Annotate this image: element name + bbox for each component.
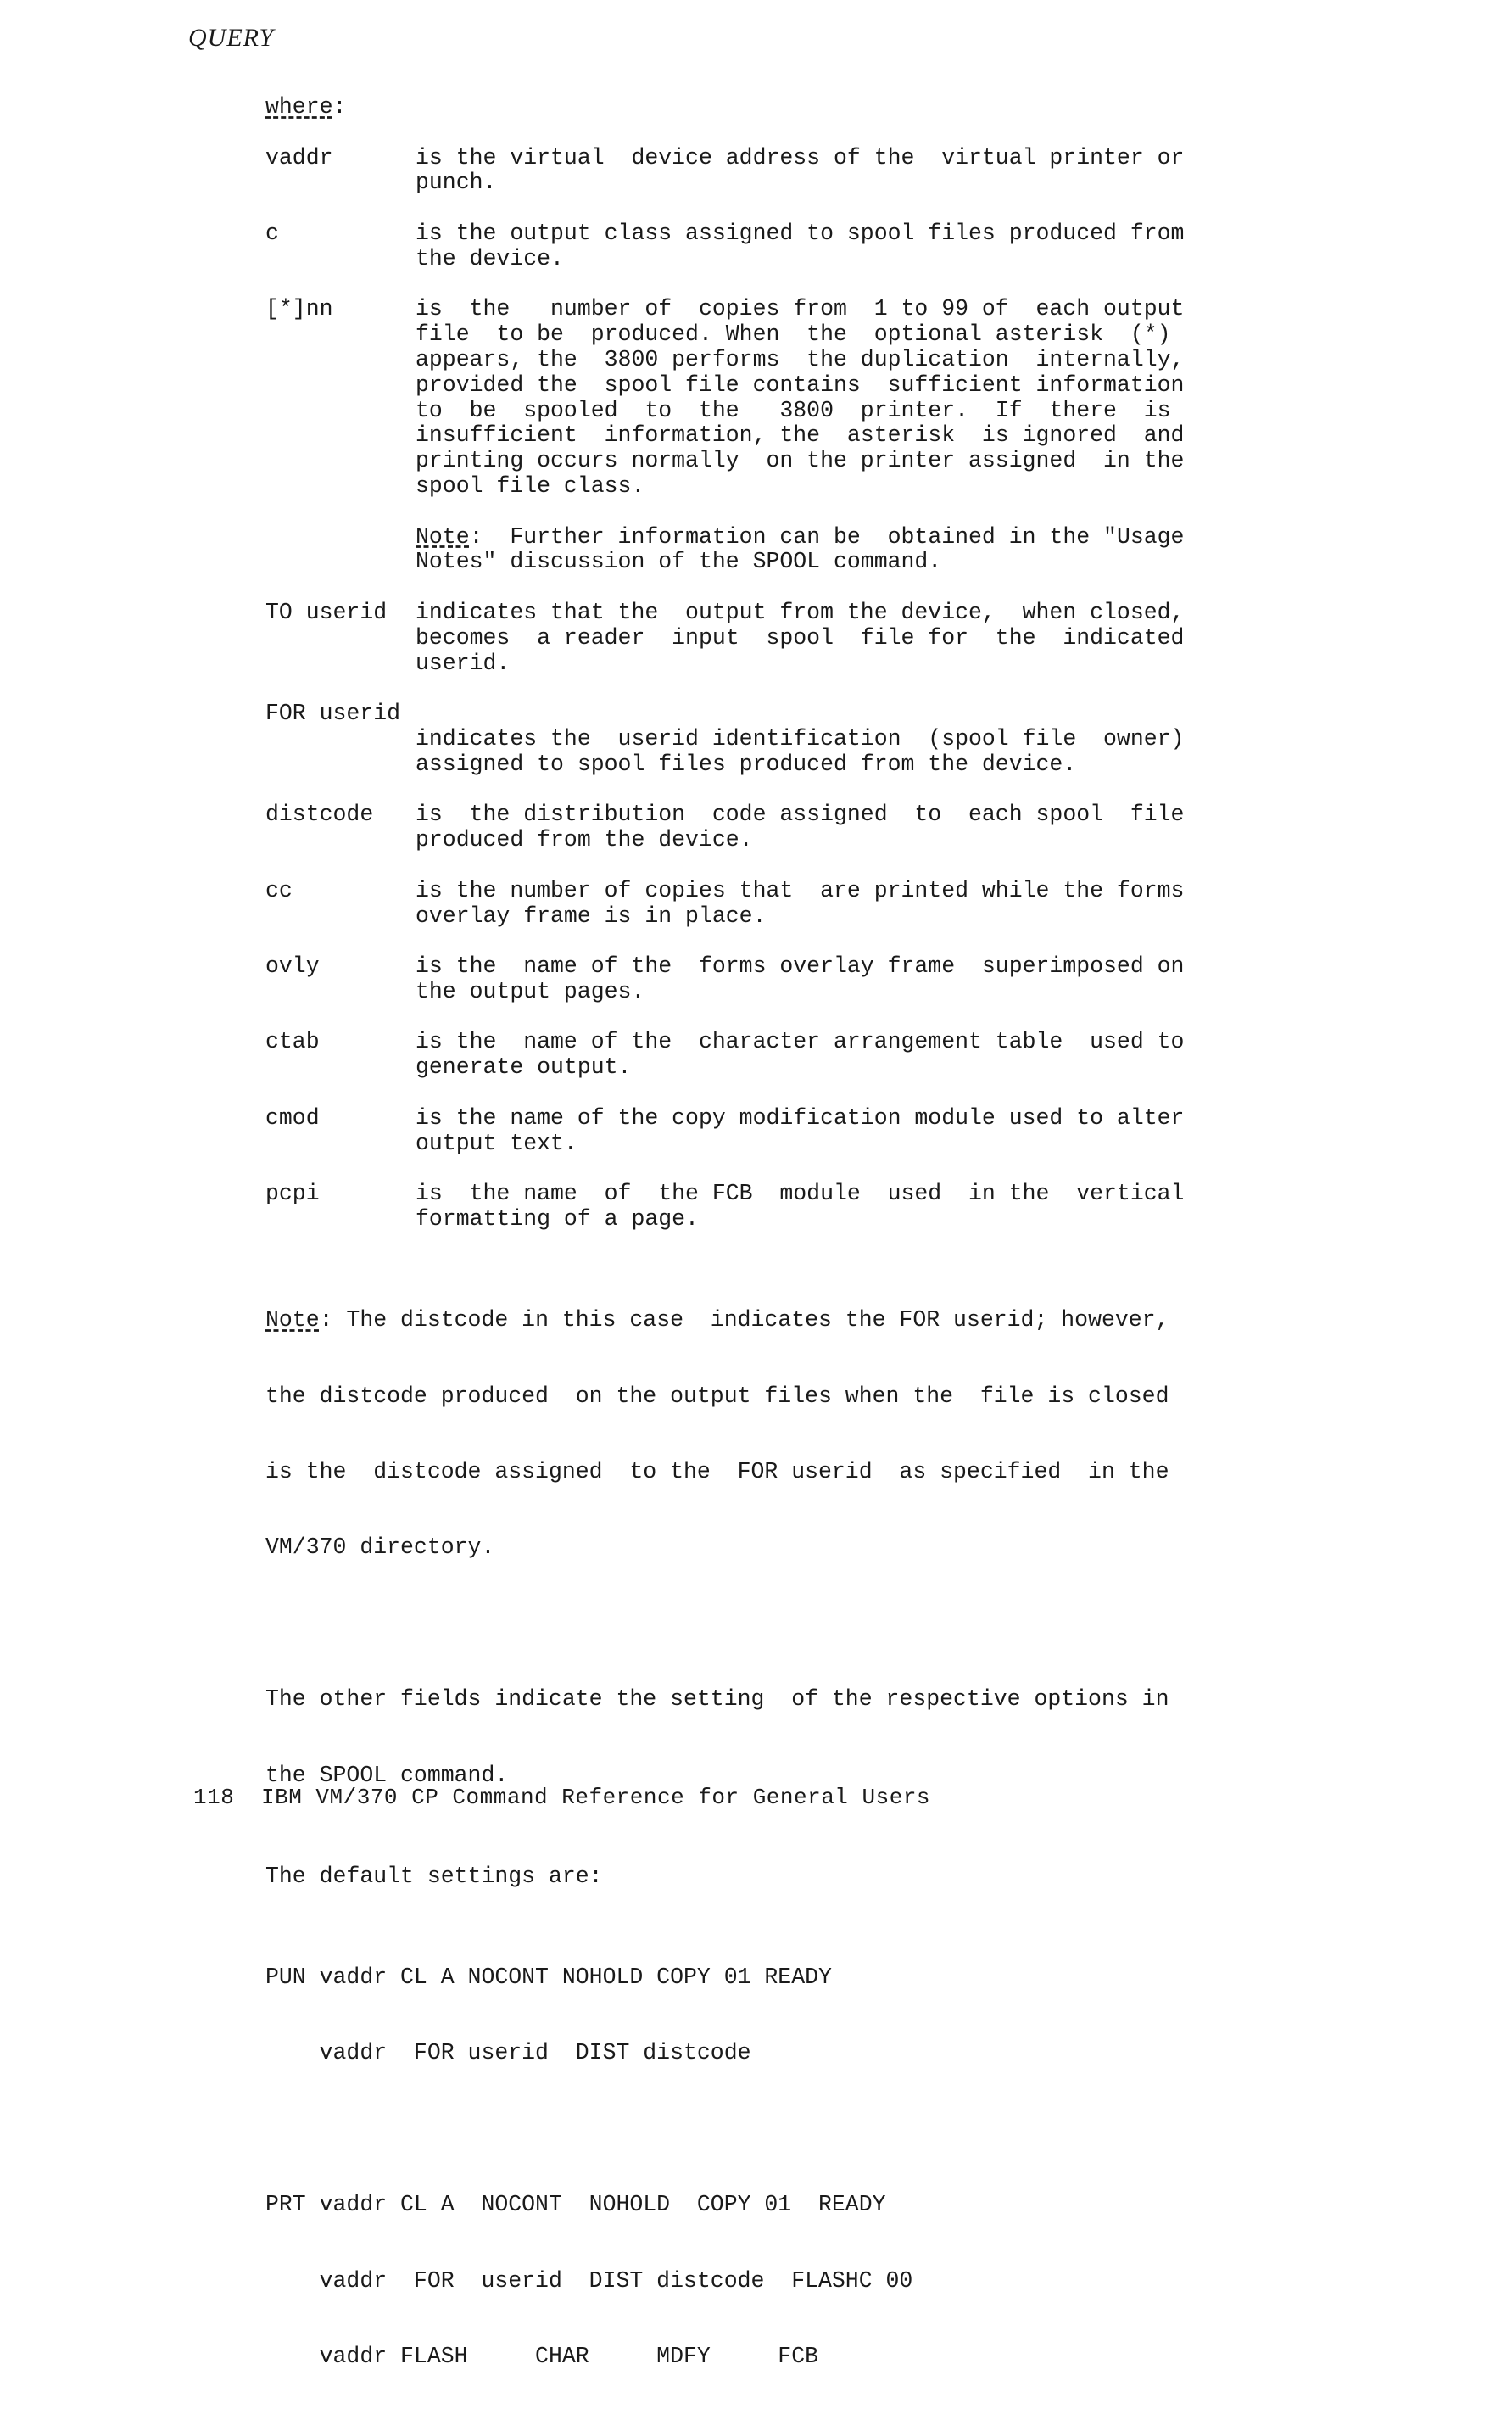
definition-description bbox=[416, 1182, 1275, 1232]
definition-line: is the name of the forms overlay frame superimposed on bbox=[416, 953, 1185, 980]
definition-line: output text. bbox=[416, 1130, 577, 1156]
note-distcode-line-1 bbox=[265, 1308, 1275, 1333]
definition-line: printing occurs normally on the printer assigned in the bbox=[416, 448, 1185, 474]
definition-line: is the name of the copy modification module used to alter bbox=[416, 1104, 1185, 1131]
definition-term: FOR userid bbox=[265, 701, 401, 727]
pun-defaults-block bbox=[265, 1914, 1275, 2116]
definition-term: ctab bbox=[265, 1029, 320, 1055]
paragraph-other-fields-line-1: The other fields indicate the setting of the respective options in bbox=[265, 1686, 1169, 1713]
definition-line: is the virtual device address of the virtual printer or bbox=[416, 144, 1185, 170]
where-label-text: where bbox=[265, 94, 333, 120]
page-number: 118 bbox=[193, 1785, 235, 1810]
definition-description bbox=[416, 601, 1275, 676]
note-copies-text: : Further information can be obtained in the "Usage bbox=[469, 523, 1185, 550]
definition-item bbox=[265, 221, 1275, 272]
definition-line: is the name of the FCB module used in the vertical bbox=[416, 1181, 1185, 1207]
definition-description bbox=[416, 1030, 1275, 1081]
running-header: QUERY bbox=[188, 24, 275, 52]
note-distcode bbox=[265, 1258, 1275, 1612]
definition-item bbox=[265, 1106, 1275, 1157]
definition-line: to be spooled to the 3800 printer. If there is bbox=[416, 397, 1171, 423]
note-distcode-label: Note bbox=[265, 1307, 320, 1333]
definition-line: produced from the device. bbox=[416, 827, 753, 853]
definition-term: cc bbox=[265, 877, 293, 903]
prt-defaults-line-3: vaddr FLASH CHAR MDFY FCB bbox=[265, 2343, 819, 2369]
definition-item bbox=[265, 1030, 1275, 1081]
definition-line: indicates the userid identification (spool file owner) bbox=[416, 725, 1185, 752]
definition-term: vaddr bbox=[265, 144, 333, 170]
page-body bbox=[265, 95, 1275, 2420]
pun-defaults-line-2: vaddr FOR userid DIST distcode bbox=[265, 2040, 751, 2066]
note-copies-line-2: Notes" discussion of the SPOOL command. bbox=[416, 549, 942, 575]
definition-item bbox=[265, 146, 1275, 197]
definition-description bbox=[416, 221, 1275, 272]
paragraph-other-fields-line-2: the SPOOL command. bbox=[265, 1762, 509, 1788]
note-distcode-line-2: the distcode produced on the output files when the file is closed bbox=[265, 1383, 1169, 1409]
definition-line: is the name of the character arrangement table used to bbox=[416, 1029, 1185, 1055]
definition-line: generate output. bbox=[416, 1054, 632, 1081]
definition-line: userid. bbox=[416, 650, 511, 676]
definition-item bbox=[265, 802, 1275, 853]
definition-item bbox=[265, 601, 1275, 676]
definition-description bbox=[416, 701, 1275, 777]
footer-title: IBM VM/370 CP Command Reference for General Users bbox=[261, 1785, 931, 1810]
definition-description bbox=[416, 1106, 1275, 1157]
note-copies-label: Note bbox=[416, 523, 470, 550]
definition-line: is the number of copies from 1 to 99 of each output bbox=[416, 296, 1185, 322]
definition-line: punch. bbox=[416, 170, 497, 196]
definition-line: file to be produced. When the optional asterisk (*) bbox=[416, 321, 1171, 348]
definition-line: appears, the 3800 performs the duplication internally, bbox=[416, 346, 1185, 372]
prt-defaults-block bbox=[265, 2143, 1275, 2420]
definition-line: provided the spool file contains sufficient information bbox=[416, 372, 1185, 398]
definition-line: formatting of a page. bbox=[416, 1206, 699, 1232]
note-distcode-line-4: VM/370 directory. bbox=[265, 1534, 495, 1561]
definition-line: overlay frame is in place. bbox=[416, 903, 767, 929]
pun-defaults-line-1: PUN vaddr CL A NOCONT NOHOLD COPY 01 READY bbox=[265, 1964, 832, 1990]
definition-term: TO userid bbox=[265, 599, 388, 625]
definition-line: assigned to spool files produced from the device. bbox=[416, 751, 1077, 777]
definition-list bbox=[265, 146, 1275, 1232]
definition-term: pcpi bbox=[265, 1181, 320, 1207]
definition-item bbox=[265, 297, 1275, 575]
definition-item bbox=[265, 1182, 1275, 1232]
definition-description bbox=[416, 954, 1275, 1005]
definition-line: becomes a reader input spool file for the indicated bbox=[416, 624, 1185, 651]
where-label-colon: : bbox=[332, 94, 347, 120]
note-distcode-line-3: is the distcode assigned to the FOR userid as specified in the bbox=[265, 1459, 1169, 1485]
term-spacer bbox=[416, 701, 1275, 727]
note-gap bbox=[416, 500, 1275, 525]
note-copies-line-1 bbox=[416, 525, 1275, 551]
definition-line: is the number of copies that are printed while the forms bbox=[416, 877, 1185, 903]
definition-line: the output pages. bbox=[416, 978, 645, 1004]
page-footer bbox=[193, 1785, 930, 1810]
definition-line: is the distribution code assigned to each spool file bbox=[416, 802, 1185, 828]
definition-description bbox=[416, 146, 1275, 197]
definition-item bbox=[265, 954, 1275, 1005]
definition-item bbox=[265, 879, 1275, 930]
definition-description bbox=[416, 879, 1275, 930]
where-label bbox=[265, 95, 1275, 120]
definition-term: cmod bbox=[265, 1104, 320, 1131]
definition-term: c bbox=[265, 220, 279, 246]
definition-line: the device. bbox=[416, 245, 564, 271]
definition-line: spool file class. bbox=[416, 472, 645, 499]
definition-description bbox=[416, 802, 1275, 853]
definition-term: [*]nn bbox=[265, 296, 333, 322]
definition-item bbox=[265, 701, 1275, 777]
definition-term: distcode bbox=[265, 802, 374, 828]
definition-term: ovly bbox=[265, 953, 320, 980]
definition-line: is the output class assigned to spool files produced from bbox=[416, 220, 1185, 246]
prt-defaults-line-2: vaddr FOR userid DIST distcode FLASHC 00 bbox=[265, 2267, 913, 2294]
definition-description bbox=[416, 297, 1275, 575]
definition-line: insufficient information, the asterisk is ignored and bbox=[416, 422, 1185, 449]
prt-defaults-line-1: PRT vaddr CL A NOCONT NOHOLD COPY 01 READY bbox=[265, 2192, 886, 2218]
note-distcode-text: : The distcode in this case indicates the FOR userid; however, bbox=[319, 1307, 1169, 1333]
defaults-intro: The default settings are: bbox=[265, 1863, 603, 1889]
definition-line: indicates that the output from the device, when closed, bbox=[416, 599, 1185, 625]
